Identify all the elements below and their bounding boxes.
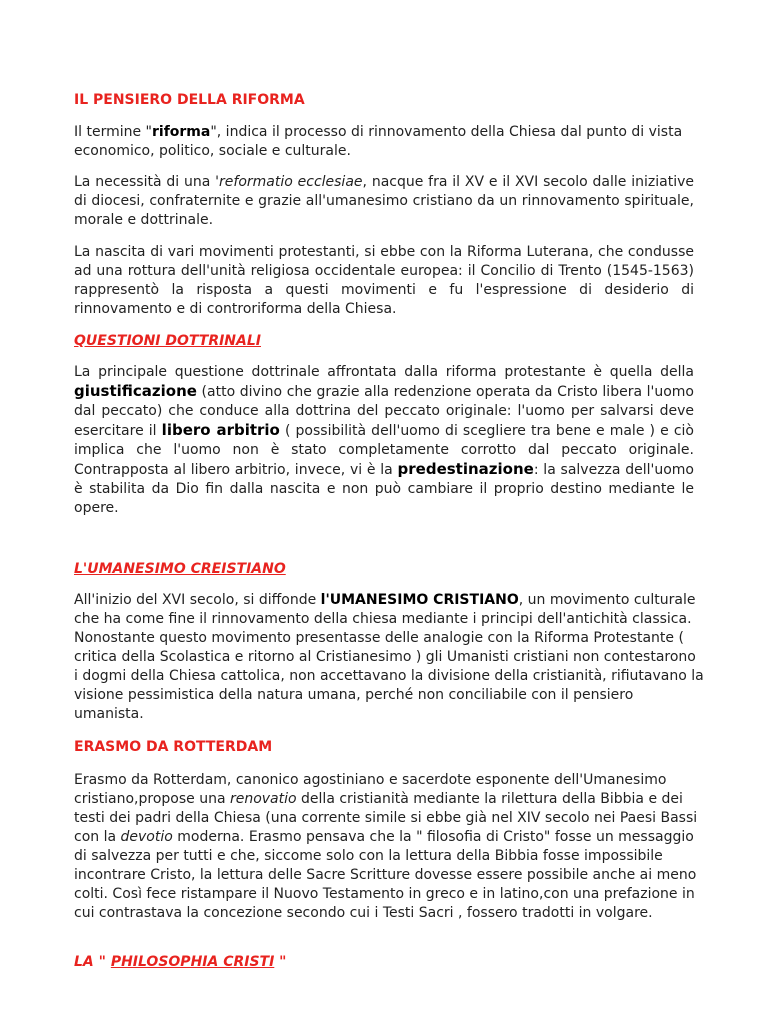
- paragraph-movimenti-protestanti: La nascita di vari movimenti protestanti, si ebbe con la Riforma Luterana, che condusse ad una rottura dell'unità religiosa occidentale europea: il Concilio di Trento (1545-1563) rappresentò la risposta a questi movimenti e fu l'espressione di desiderio di rinnovamento e di controriforma della Chiesa.: [74, 244, 694, 317]
- section-heading-erasmo: ERASMO DA ROTTERDAM: [74, 739, 273, 755]
- section-heading-questioni-dottrinali: [74, 331, 261, 351]
- bold-term: predestinazione: [397, 460, 534, 478]
- text-run: Erasmo da Rotterdam, canonico agostiniano e sacerdote esponente dell'Umanesimo cristiano,propose una: [74, 772, 667, 807]
- bold-term: giustificazione: [74, 382, 197, 400]
- text-run: moderna. Erasmo pensava che la " filosofia di Cristo" fosse un messaggio di salvezza per tutti e che, siccome solo con la lettura della Bibbia fosse impossibile incontrare Cristo, la lettura delle Sacre Scritture dovesse essere possibile anche ai meno colti. Così fece ristampare il Nuovo Testamento in greco e in latino,con una prefazione in cui contrastava la concezione secondo cui i Testi Sacri , fossero tradotti in volgare.: [74, 829, 697, 921]
- text-run: La principale questione dottrinale affrontata dalla riforma protestante è quella della: [74, 364, 694, 380]
- heading-text: QUESTIONI DOTTRINALI: [74, 333, 261, 349]
- heading-prefix: LA ": [74, 954, 111, 970]
- heading-link: PHILOSOPHIA CRISTI: [110, 954, 275, 970]
- text-run: : la salvezza dell'uomo è stabilita da Dio fin dalla nascita e non può cambiare il proprio destino mediante le opere.: [74, 462, 695, 516]
- paragraph-erasmo: [74, 771, 704, 923]
- text-run: La necessità di una ': [74, 174, 220, 190]
- italic-term: renovatio: [229, 791, 297, 807]
- section-heading-umanesimo: [74, 559, 286, 579]
- text-run: All'inizio del XVI secolo, si diffonde: [74, 592, 321, 608]
- italic-term: reformatio ecclesiae: [219, 174, 363, 190]
- paragraph-reformatio: [74, 173, 694, 230]
- paragraph-questioni-dottrinali: [74, 363, 694, 518]
- text-run: (atto divino che grazie alla redenzione operata da Cristo libera l'uomo dal peccato) che conduce alla dottrina del peccato originale: l'uomo per salvarsi deve esercitare il: [74, 384, 694, 439]
- heading-text: L'UMANESIMO CREISTIANO: [74, 561, 286, 577]
- paragraph-umanesimo-cristiano: [74, 591, 704, 724]
- text-run: della cristianità mediante la rilettura della Bibbia e dei testi dei padri della Chiesa (una corrente simile si ebbe già nel XIV secolo nei Paesi Bassi con la: [74, 791, 698, 845]
- document-title: IL PENSIERO DELLA RIFORMA: [74, 92, 305, 108]
- text-run: , nacque fra il XV e il XVI secolo dalle iniziative di diocesi, confraternite e grazie all'umanesimo cristiano da un rinnovamento spirituale, morale e dottrinale.: [74, 174, 694, 228]
- text-run: Il termine ": [74, 124, 152, 140]
- text-run: , un movimento culturale che ha come fine il rinnovamento della chiesa mediante i principi dell'antichità classica. Nonostante questo movimento presentasse delle analogie con la Riforma Protestante ( critica della Scolastica e ritorno al Cristianesimo ) gli Umanisti cristiani non contestarono i dogmi della Chiesa cattolica, non accettavano la divisione della cristianità, rifiutavano la visione pessimistica della natura umana, perché non conciliabile con il pensiero umanista.: [74, 592, 704, 722]
- text-run: ( possibilità dell'uomo di scegliere tra bene e male ) e ciò implica che l'uomo non è stato completamente corrotto dal peccato originale. Contrapposta al libero arbitrio, invece, vi è la: [74, 423, 694, 478]
- italic-term: devotio: [120, 829, 173, 845]
- section-heading-philosophia-cristi: [74, 952, 286, 972]
- paragraph-riforma: [74, 123, 704, 161]
- bold-term: riforma: [151, 124, 211, 140]
- bold-term: l'UMANESIMO CRISTIANO: [320, 592, 519, 608]
- heading-suffix: ": [274, 954, 287, 970]
- bold-term: libero arbitrio: [161, 421, 280, 439]
- text-run: ", indica il processo di rinnovamento della Chiesa dal punto di vista economico, politico, sociale e culturale.: [74, 124, 683, 159]
